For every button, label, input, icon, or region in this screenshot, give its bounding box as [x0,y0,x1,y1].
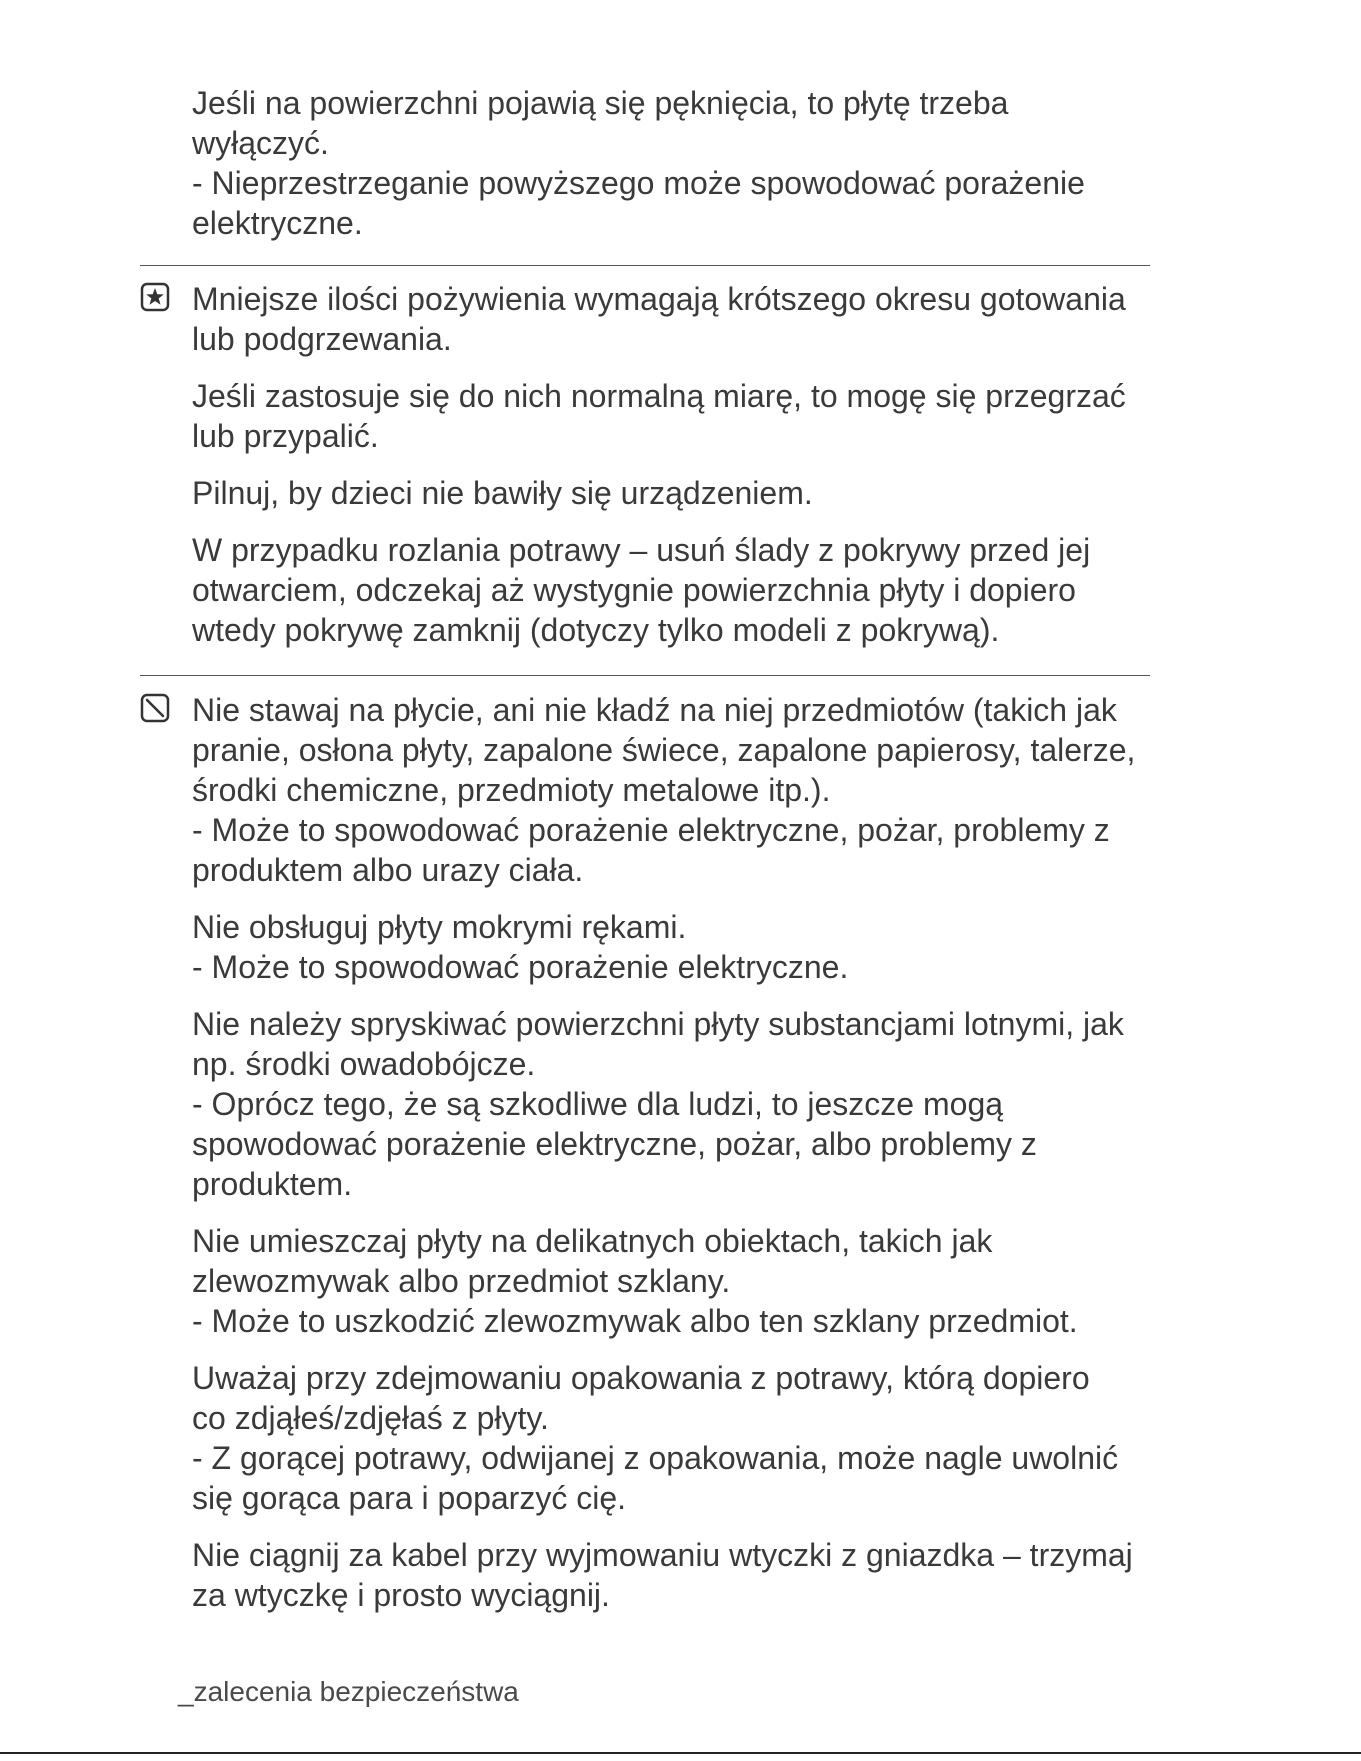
section-divider [140,265,1150,266]
paragraph: W przypadku rozlania potrawy – usuń ślady z pokrywy przed jej otwarciem, odczekaj aż wystygnie powierzchnia płyty i dopiero wtedy pokrywę zamknij (dotyczy tylko modeli z pokrywą). [192,532,1091,648]
paragraph: Nie umieszczaj płyty na delikatnych obiektach, takich jak zlewozmywak albo przedmiot szklany. - Może to uszkodzić zlewozmywak albo ten szklany przedmiot. [192,1223,1078,1339]
star-note-icon [140,282,170,312]
paragraph: Nie ciągnij za kabel przy wyjmowaniu wtyczki z gniazdka – trzymaj za wtyczkę i prosto wyciągnij. [192,1537,1133,1613]
section-divider [140,675,1150,676]
page-footer: _zalecenia bezpieczeństwa [178,1676,519,1707]
bottom-rule [0,1752,1361,1754]
section-1 [192,83,1212,260]
section-3 [192,690,1212,1632]
paragraph: Uważaj przy zdejmowaniu opakowania z potrawy, którą dopiero co zdjąłeś/zdjęłaś z płyty. - Z gorącej potrawy, odwijanej z opakowania, może nagle uwolnić się gorąca para i poparzyć cię. [192,1360,1119,1516]
paragraph: Nie stawaj na płycie, ani nie kładź na niej przedmiotów (takich jak pranie, osłona płyty, zapalone świece, zapalone papierosy, talerze, środki chemiczne, przedmioty metalowe itp.). - Może to spowodować porażenie elektryczne, pożar, problemy z produktem albo urazy ciała. [192,692,1136,888]
paragraph: Jeśli na powierzchni pojawią się pęknięcia, to płytę trzeba wyłączyć. - Nieprzestrzeganie powyższego może spowodować porażenie elektryczne. [192,85,1085,241]
paragraph: Pilnuj, by dzieci nie bawiły się urządzeniem. [192,475,813,511]
section-2 [192,279,1212,667]
paragraph: Nie należy spryskiwać powierzchni płyty substancjami lotnymi, jak np. środki owadobójcze. - Oprócz tego, że są szkodliwe dla ludzi, to jeszcze mogą spowodować porażenie elektryczne, pożar, albo problemy z produktem. [192,1006,1124,1202]
paragraph: Nie obsługuj płyty mokrymi rękami. - Może to spowodować porażenie elektryczne. [192,909,849,985]
prohibited-icon [140,693,170,723]
paragraph: Jeśli zastosuje się do nich normalną miarę, to mogę się przegrzać lub przypalić. [192,378,1126,454]
paragraph: Mniejsze ilości pożywienia wymagają krótszego okresu gotowania lub podgrzewania. [192,281,1126,357]
